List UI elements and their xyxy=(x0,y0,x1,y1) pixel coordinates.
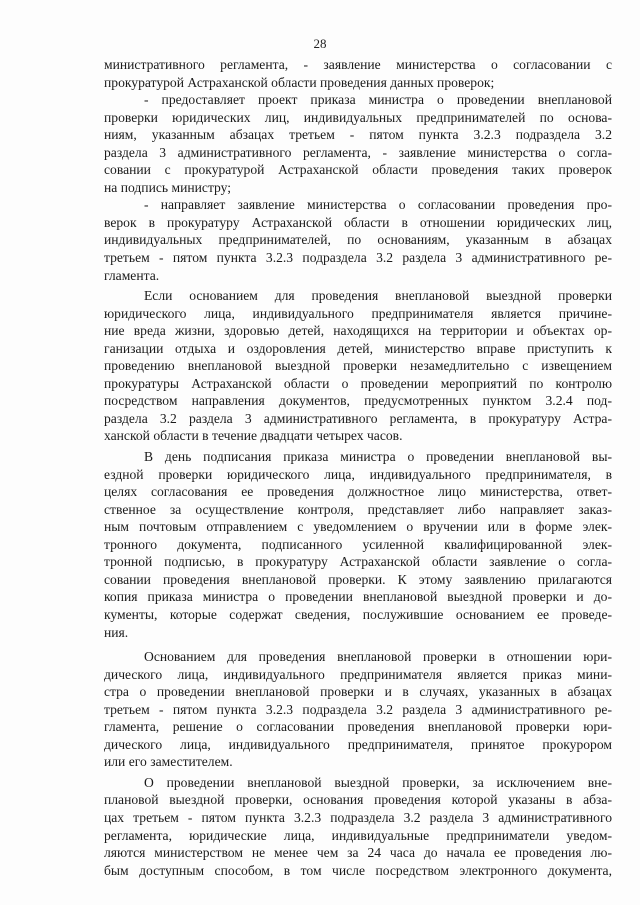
text-line: прокуратурой Астраханской области проведения данных проверок; xyxy=(104,74,495,90)
text-line: кументы, которые содержат сведения, послужившие основанием ее проведе- xyxy=(104,606,612,622)
text-line: В день подписания приказа министра о проведении внеплановой вы- xyxy=(144,449,612,465)
text-line: ниям, указанным абзацах третьем - пятом пункта 3.2.3 подраздела 3.2 xyxy=(104,127,612,143)
text-line: целях согласования ее проведения должностное лицо министерства, ответ- xyxy=(104,484,612,500)
text-line: министративного регламента, - заявление министерства о согласовании с xyxy=(104,57,612,72)
paragraph xyxy=(104,448,612,641)
text-line: тронной подписью, в прокуратуру Астраханской области заявление о согла- xyxy=(104,554,612,570)
text-line: бым доступным способом, в том числе посредством электронного документа, xyxy=(104,862,612,878)
text-line: ханской области в течение двадцати четырех часов. xyxy=(104,428,403,444)
text-line: стра о проведении внеплановой проверки и в случаях, указанных в абзацах xyxy=(104,684,612,700)
text-line: верок в прокуратуру Астраханской области в отношении юридических лиц, xyxy=(104,214,612,230)
text-line: проверки юридических лиц, индивидуальных предпринимателей по основа- xyxy=(104,109,612,125)
text-line: плановой выездной проверки, основания проведения которой указаны в абза- xyxy=(104,792,612,808)
text-line: Основанием для проведения внеплановой проверки в отношении юри- xyxy=(144,649,612,665)
text-line: третьем - пятом пункта 3.2.3 подраздела 3.2 раздела 3 административного ре- xyxy=(104,250,612,266)
text-line: или его заместителем. xyxy=(104,754,233,770)
paragraph xyxy=(104,648,612,771)
text-line: совании с прокуратурой Астраханской области проведения таких проверок xyxy=(104,162,612,178)
text-line: гламента, решение о согласовании проведения внеплановой проверки юри- xyxy=(104,719,612,735)
text-line: ездной проверки юридического лица, индивидуального предпринимателя, в xyxy=(104,466,612,482)
text-line: копия приказа министра о проведении внеплановой выездной проверки и до- xyxy=(104,589,612,605)
text-line: ние вреда жизни, здоровью детей, находящихся на территории и объектах ор- xyxy=(104,323,612,339)
text-line: дического лица, индивидуального предпринимателя, принятое прокурором xyxy=(104,736,612,752)
text-line: ственное за осуществление контроля, представляет либо направляет заказ- xyxy=(104,501,612,517)
text-line: индивидуальных предпринимателей, по основаниям, указанным в абзацах xyxy=(104,232,612,248)
text-line: юридического лица, индивидуального предпринимателя является причине- xyxy=(104,305,612,321)
text-line: ния. xyxy=(104,624,129,640)
paragraph xyxy=(104,91,612,196)
text-line: проведению внеплановой выездной проверки незамедлительно с извещением xyxy=(104,358,612,374)
text-line: - направляет заявление министерства о согласовании проведения про- xyxy=(144,197,612,213)
text-line: на подпись министру; xyxy=(104,179,232,195)
document-body xyxy=(104,56,612,879)
paragraph xyxy=(104,56,612,91)
text-line: гламента. xyxy=(104,267,160,283)
text-line: дического лица, индивидуального предпринимателя является приказ мини- xyxy=(104,666,612,682)
text-line: тронного документа, подписанного усиленной квалифицированной элек- xyxy=(104,536,612,552)
text-line: Если основанием для проведения внеплановой выездной проверки xyxy=(144,288,612,304)
paragraph xyxy=(104,774,612,879)
text-line: регламента, юридические лица, индивидуальные предприниматели уведом- xyxy=(104,827,612,843)
paragraph xyxy=(104,287,612,445)
text-line: ным почтовым отправлением с уведомлением о вручении или в форме элек- xyxy=(104,519,612,535)
text-line: ляются министерством не менее чем за 24 часа до начала ее проведения лю- xyxy=(104,845,612,861)
text-line: О проведении внеплановой выездной проверки, за исключением вне- xyxy=(144,774,612,790)
text-line: цах третьем - пятом пункта 3.2.3 подраздела 3.2 раздела 3 административного xyxy=(104,809,612,825)
page-number: 28 xyxy=(313,36,327,51)
text-line: третьем - пятом пункта 3.2.3 подраздела 3.2 раздела 3 административного ре- xyxy=(104,701,612,717)
text-line: посредством направления документов, предусмотренных пунктом 3.2.4 под- xyxy=(104,393,612,409)
text-line: раздела 3 административного регламента, - заявление министерства о согла- xyxy=(104,144,612,160)
text-line: прокуратуры Астраханской области о проведении мероприятий по контролю xyxy=(104,375,612,391)
text-line: раздела 3.2 раздела 3 административного регламента, в прокуратуру Астра- xyxy=(104,410,612,426)
text-line: ганизации отдыха и оздоровления детей, министерство вправе приступить к xyxy=(104,340,612,356)
text-line: совании проведения внеплановой проверки. К этому заявлению прилагаются xyxy=(104,571,612,587)
paragraph xyxy=(104,196,612,284)
text-line: - предоставляет проект приказа министра о проведении внеплановой xyxy=(144,92,612,108)
